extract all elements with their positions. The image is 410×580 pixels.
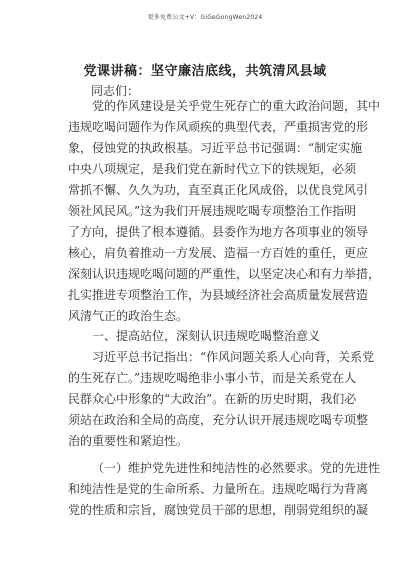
paragraph-subsection <box>68 458 381 521</box>
header-watermark: 更多免费公文+V：GiGeGongWen2024 <box>147 14 263 21</box>
text-line: 违规吃喝问题作为作风顽疾的典型代表，严重损害党的形 <box>68 120 369 134</box>
paragraph-quote <box>68 347 375 452</box>
text-line: 领社风民风。”这为我们开展违规吃喝专项整治工作指明 <box>68 204 357 218</box>
text-line: 的生死存亡。”违规吃喝绝非小事小节，而是关系党在人 <box>68 371 357 385</box>
text-line: 和纯洁性是党的生命所系、力量所在。违规吃喝行为背离 <box>68 482 369 496</box>
text-line: 象，侵蚀党的执政根基。习近平总书记强调：“制定实施 <box>68 141 363 155</box>
text-line: 党的性质和宗旨，腐蚀党员干部的思想，削弱党组织的凝 <box>68 503 369 517</box>
salutation: 同志们： <box>91 84 140 98</box>
text-line: 民群众心中形象的“大政治”。在新的历史时期，我们必 <box>68 392 357 406</box>
heading-line: 一、提高站位，深刻认识违规吃喝整治意义 <box>92 329 321 343</box>
text-line: 党的作风建设是关乎党生死存亡的重大政治问题，其中 <box>92 99 381 113</box>
text-line: 了方向，提供了根本遵循。县委作为地方各项事业的领导 <box>68 225 369 239</box>
text-line: 须站在政治和全局的高度，充分认识开展违规吃喝专项整 <box>68 413 369 427</box>
paragraph-intro <box>68 96 381 327</box>
text-line: 风清气正的政治生态。 <box>68 309 189 323</box>
section-heading <box>68 326 353 347</box>
text-line: 习近平总书记指出：“作风问题关系人心向背，关系党 <box>92 350 375 364</box>
text-line: （一）维护党先进性和纯洁性的必然要求。党的先进性 <box>92 461 381 475</box>
document-title: 党课讲稿：坚守廉洁底线，共筑清风县域 <box>83 64 327 79</box>
text-line: 核心，肩负着推动一方发展、造福一方百姓的重任，更应 <box>68 246 369 260</box>
text-line: 治的重要性和紧迫性。 <box>68 434 189 448</box>
text-line: 深刻认识违规吃喝问题的严重性，以坚定决心和有力举措， <box>68 267 381 281</box>
text-line: 扎实推进专项整治工作，为县域经济社会高质量发展营造 <box>68 288 369 302</box>
text-line: 常抓不懈、久久为功，直至真正化风成俗，以优良党风引 <box>68 183 369 197</box>
text-line: 中央八项规定，是我们党在新时代立下的铁规矩，必须 <box>68 162 357 176</box>
